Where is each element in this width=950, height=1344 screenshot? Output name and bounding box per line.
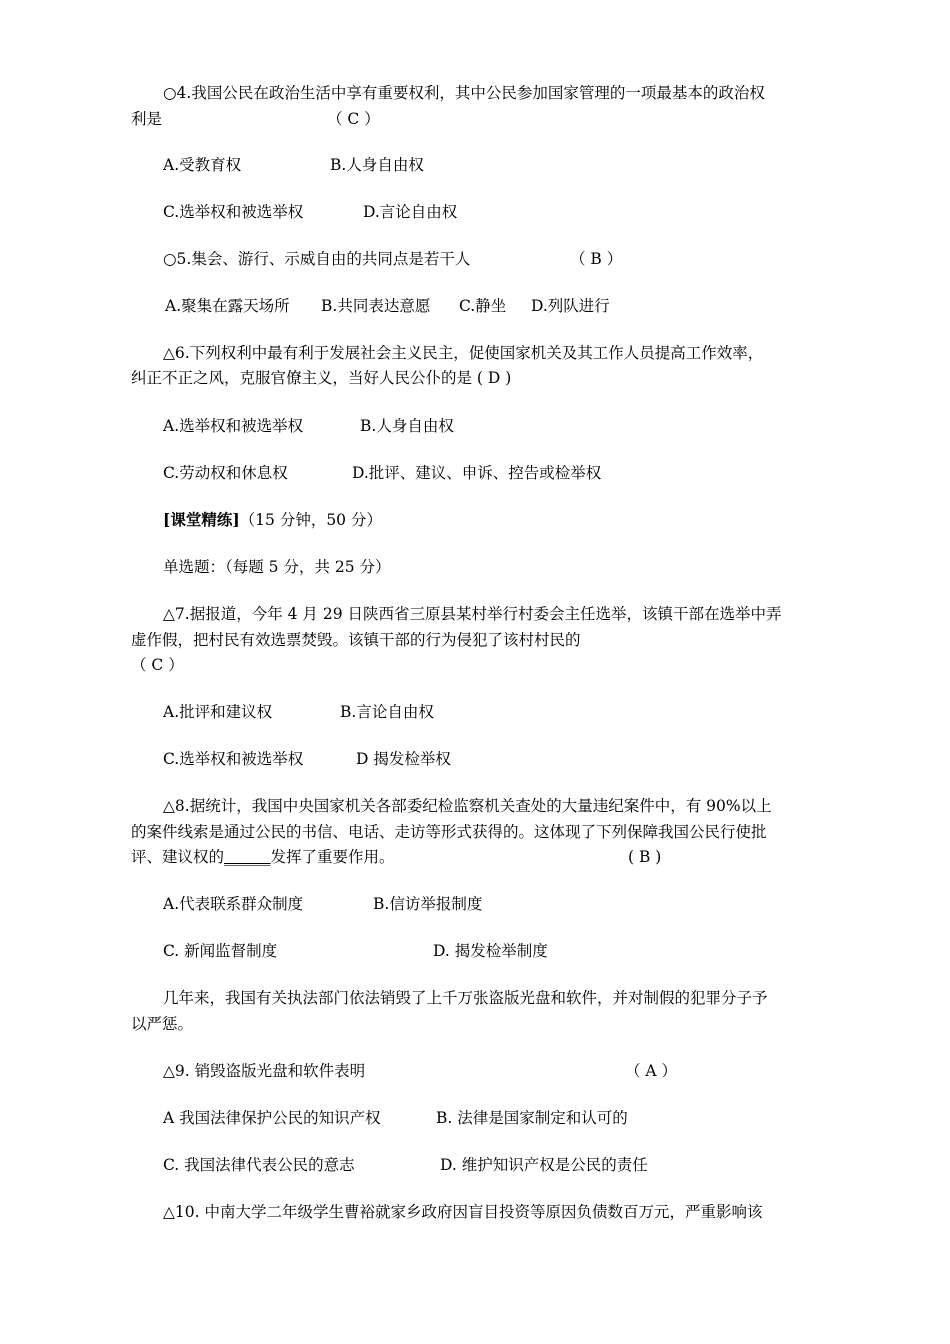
q10-stem-line1: △10. 中南大学二年级学生曹裕就家乡政府因盲目投资等原因负债数百万元，严重影响该 — [163, 1203, 763, 1221]
q7-option-d: D 揭发检举权 — [356, 750, 451, 768]
q8-option-d: D. 揭发检举制度 — [433, 942, 548, 960]
passage-line1: 几年来，我国有关执法部门依法销毁了上千万张盗版光盘和软件，并对制假的犯罪分子予 — [163, 989, 768, 1007]
q7-option-b: B.言论自由权 — [340, 703, 434, 721]
q5-option-d: D.列队进行 — [531, 297, 610, 315]
section-header — [163, 510, 382, 530]
section-title: [课堂精练] — [163, 510, 240, 529]
q8-stem-line2: 的案件线索是通过公民的书信、电话、走访等形式获得的。这体现了下列保障我国公民行使批 — [131, 823, 767, 841]
q7-stem-line1: △7.据报道，今年 4 月 29 日陕西省三原县某村举行村委会主任选举，该镇干部在选举中弄 — [163, 605, 782, 623]
q9-option-d: D. 维护知识产权是公民的责任 — [440, 1156, 648, 1174]
section-meta: （15 分钟，50 分） — [239, 511, 382, 529]
q8-stem-line3 — [131, 847, 395, 867]
q8-answer-blank: ______ — [224, 848, 271, 866]
q8-option-c: C. 新闻监督制度 — [163, 942, 278, 960]
q7-option-c: C.选举权和被选举权 — [163, 750, 304, 768]
q5-stem: ○5.集会、游行、示威自由的共同点是若干人 — [163, 250, 471, 268]
q6-option-a: A.选举权和被选举权 — [163, 417, 304, 435]
q8-line3-start: 评、建议权的 — [131, 848, 225, 866]
q8-line3-end: 发挥了重要作用。 — [270, 848, 395, 866]
q8-stem-line1: △8.据统计，我国中央国家机关各部委纪检监察机关查处的大量违纪案件中，有 90%以上 — [163, 797, 772, 815]
q5-option-c: C.静坐 — [459, 297, 507, 315]
q9-option-b: B. 法律是国家制定和认可的 — [436, 1109, 628, 1127]
q8-option-b: B.信访举报制度 — [373, 895, 483, 913]
q5-answer: （ B ） — [570, 250, 623, 268]
q4-stem-line2: 利是 — [131, 110, 163, 128]
q4-answer: （ C ） — [327, 110, 380, 128]
q5-option-a: A.聚集在露天场所 — [165, 297, 290, 315]
q8-option-a: A.代表联系群众制度 — [163, 895, 304, 913]
q6-option-c: C.劳动权和休息权 — [163, 464, 288, 482]
q4-option-d: D.言论自由权 — [363, 203, 458, 221]
passage-line2: 以严惩。 — [131, 1015, 194, 1033]
q4-option-a: A.受教育权 — [163, 156, 242, 174]
q6-stem-line2: 纠正不正之风，克服官僚主义，当好人民公仆的是 ( D ) — [131, 369, 512, 387]
q7-option-a: A.批评和建议权 — [163, 703, 273, 721]
q9-option-c: C. 我国法律代表公民的意志 — [163, 1156, 355, 1174]
q6-option-d: D.批评、建议、申诉、控告或检举权 — [352, 464, 602, 482]
q9-stem: △9. 销毁盗版光盘和软件表明 — [163, 1062, 366, 1080]
q4-stem-line1: ○4.我国公民在政治生活中享有重要权利，其中公民参加国家管理的一项最基本的政治权 — [163, 84, 765, 102]
q4-option-c: C.选举权和被选举权 — [163, 203, 304, 221]
q8-answer: ( B ) — [628, 848, 662, 866]
q6-stem-line1: △6.下列权利中最有利于发展社会主义民主，促使国家机关及其工作人员提高工作效率， — [163, 344, 764, 362]
q6-option-b: B.人身自由权 — [360, 417, 454, 435]
q9-option-a: A 我国法律保护公民的知识产权 — [163, 1109, 381, 1127]
single-choice-heading: 单选题：（每题 5 分，共 25 分） — [163, 558, 391, 576]
q7-answer: （ C ） — [131, 656, 184, 674]
q9-answer: （ A ） — [625, 1062, 678, 1080]
q5-option-b: B.共同表达意愿 — [321, 297, 431, 315]
q7-stem-line2: 虚作假，把村民有效选票焚毁。该镇干部的行为侵犯了该村村民的 — [131, 631, 581, 649]
q4-option-b: B.人身自由权 — [330, 156, 424, 174]
